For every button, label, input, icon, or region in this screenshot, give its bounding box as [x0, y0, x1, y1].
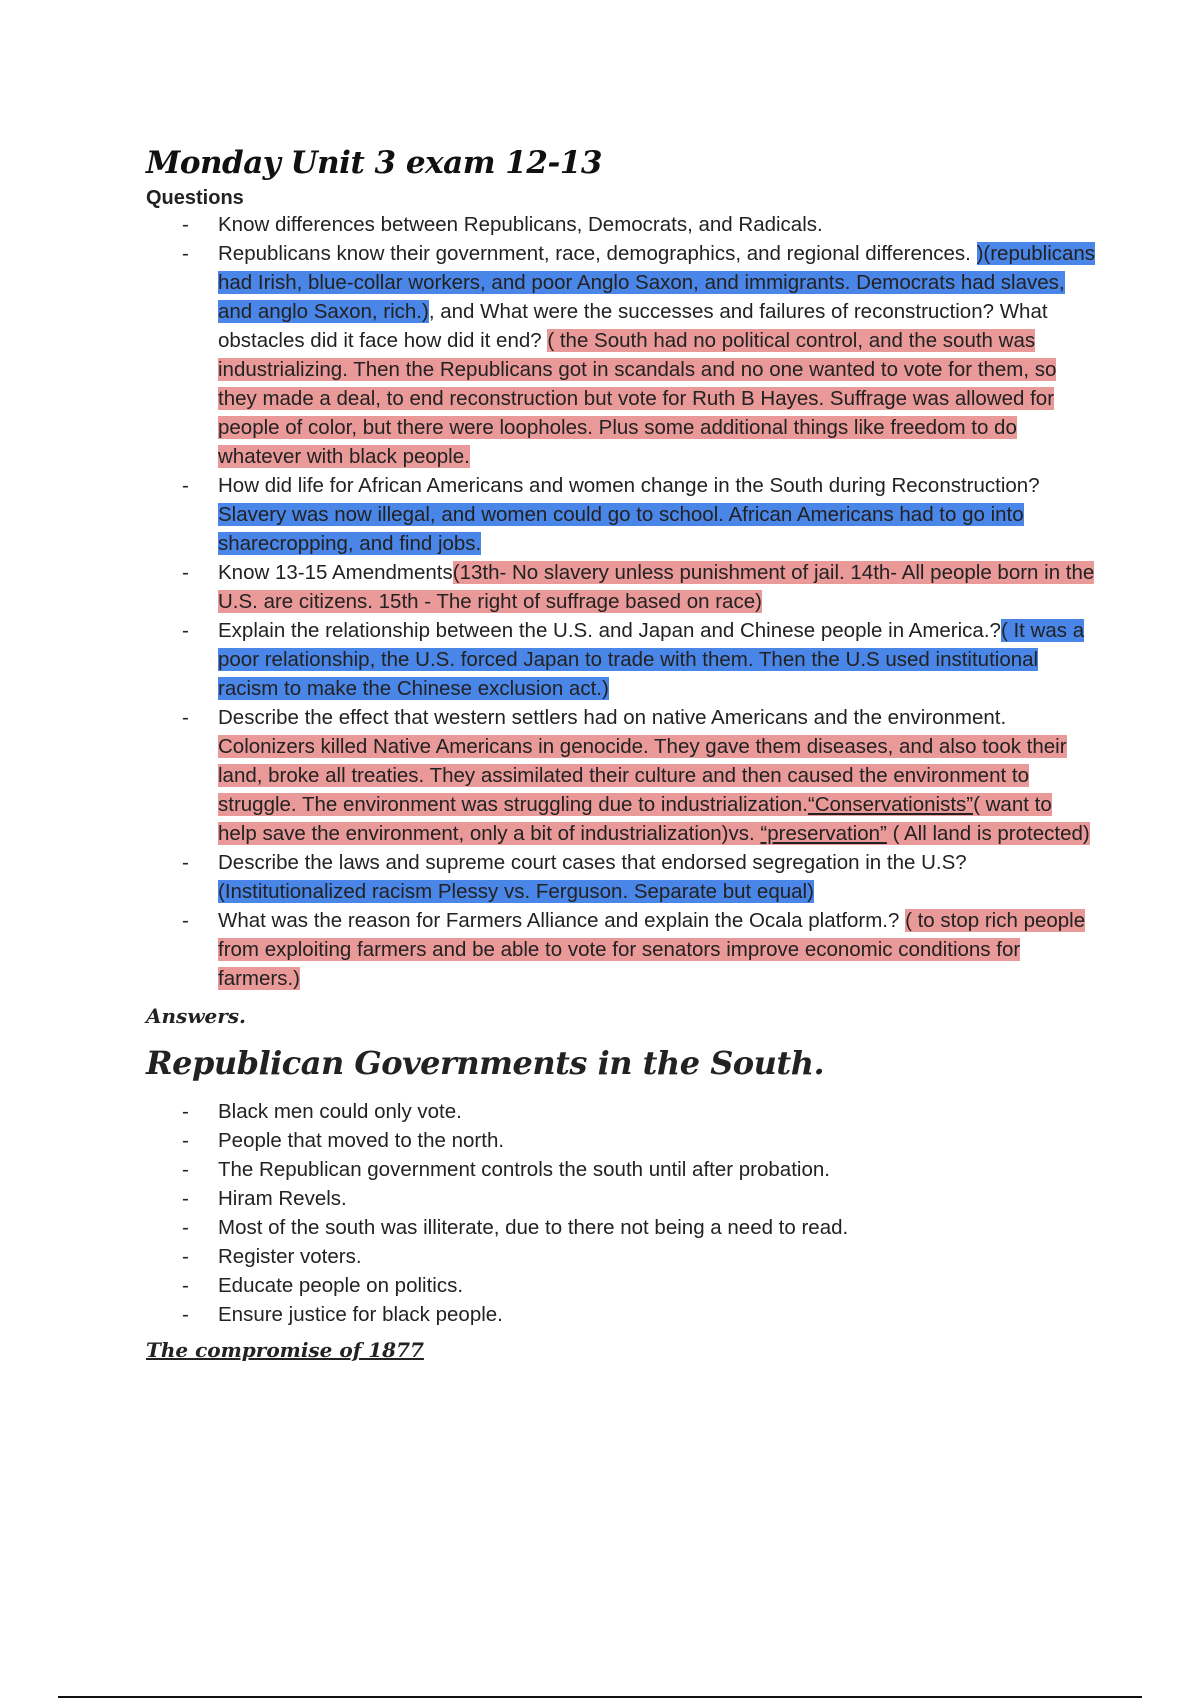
question-item [146, 703, 1096, 848]
question-text: Describe the laws and supreme court cases that endorsed segregation in the U.S? [218, 851, 967, 874]
question-text: Explain the relationship between the U.S. and Japan and Chinese people in America.? [218, 619, 1001, 642]
section-title: Republican Governments in the South. [146, 1044, 825, 1082]
page-divider [58, 1696, 1142, 1698]
answers-label: Answers. [146, 1004, 247, 1028]
highlight-blue: Slavery was now illegal, and women could go to school. African Americans had to go into sharecropping, and find jobs. [218, 503, 1024, 555]
list-item: - Educate people on politics. [146, 1271, 1096, 1300]
highlight-blue: (Institutionalized racism Plessy vs. Ferguson. Separate but equal) [218, 880, 814, 903]
question-text: Know 13-15 Amendments [218, 561, 453, 584]
highlight-red: “Conservationists” [807, 793, 974, 816]
list-item: - Ensure justice for black people. [146, 1300, 1096, 1329]
question-item [146, 558, 1096, 616]
highlight-red: (13th- No slavery unless punishment of jail. 14th- All people born in the U.S. are citizens. 15th - The right of suffrage based on race) [218, 561, 1095, 613]
list-item: - People that moved to the north. [146, 1126, 1096, 1155]
highlight-red: ( want to help save the environment, only a bit of industrialization)vs. [218, 793, 1052, 845]
highlight-blue: ( It was a poor relationship, the U.S. forced Japan to trade with them. Then the U.S used institutional racism to make the Chinese exclusion act.) [218, 619, 1085, 700]
questions-label: Questions [146, 187, 244, 209]
document-page [146, 140, 1096, 1365]
questions-list [146, 210, 1096, 993]
question-text: , and What were the successes and failures of reconstruction? What obstacles did it face how did it end? [218, 300, 1048, 352]
question-text: Republicans know their government, race, demographics, and regional differences. [218, 242, 977, 265]
highlight-red: ( All land is protected) [886, 822, 1090, 845]
highlight-red: ( to stop rich people from exploiting farmers and be able to vote for senators improve economic conditions for farmers.) [218, 909, 1086, 990]
question-item [146, 616, 1096, 703]
page-title: Monday Unit 3 exam 12-13 [146, 145, 602, 181]
question-text: What was the reason for Farmers Alliance and explain the Ocala platform.? [218, 909, 906, 932]
section-list [146, 1097, 1096, 1329]
question-item [146, 239, 1096, 471]
question-item [146, 471, 1096, 558]
list-item: - Most of the south was illiterate, due to there not being a need to read. [146, 1213, 1096, 1242]
question-item [146, 210, 1096, 239]
question-text: Describe the effect that western settlers had on native Americans and the environment. [218, 706, 1007, 729]
highlight-red: Colonizers killed Native Americans in genocide. They gave them diseases, and also took their land, broke all treaties. They assimilated their culture and then caused the environment to struggle. The environment was struggling due to industrialization. [218, 735, 1067, 816]
highlight-red: ( the South had no political control, and the south was industrializing. Then the Republicans got in scandals and no one wanted to vote for them, so they made a deal, to end reconstruction but vote for Ruth B Hayes. Suffrage was allowed for people of color, but there were loopholes. Plus some additional things like freedom to do whatever with black people. [218, 329, 1057, 468]
question-text: Know differences between Republicans, Democrats, and Radicals. [218, 213, 823, 236]
question-item [146, 848, 1096, 906]
highlight-red: “preservation” [760, 822, 887, 845]
question-text: How did life for African Americans and women change in the South during Reconstruction? [218, 474, 1040, 497]
list-item: - The Republican government controls the south until after probation. [146, 1155, 1096, 1184]
question-item [146, 906, 1096, 993]
list-item: - Black men could only vote. [146, 1097, 1096, 1126]
list-item: - Register voters. [146, 1242, 1096, 1271]
list-item: - Hiram Revels. [146, 1184, 1096, 1213]
highlight-blue: )(republicans had Irish, blue-collar workers, and poor Anglo Saxon, and immigrants. Democrats had slaves, and anglo Saxon, rich.) [218, 242, 1096, 323]
subsection-title: The compromise of 1877 [146, 1338, 424, 1362]
